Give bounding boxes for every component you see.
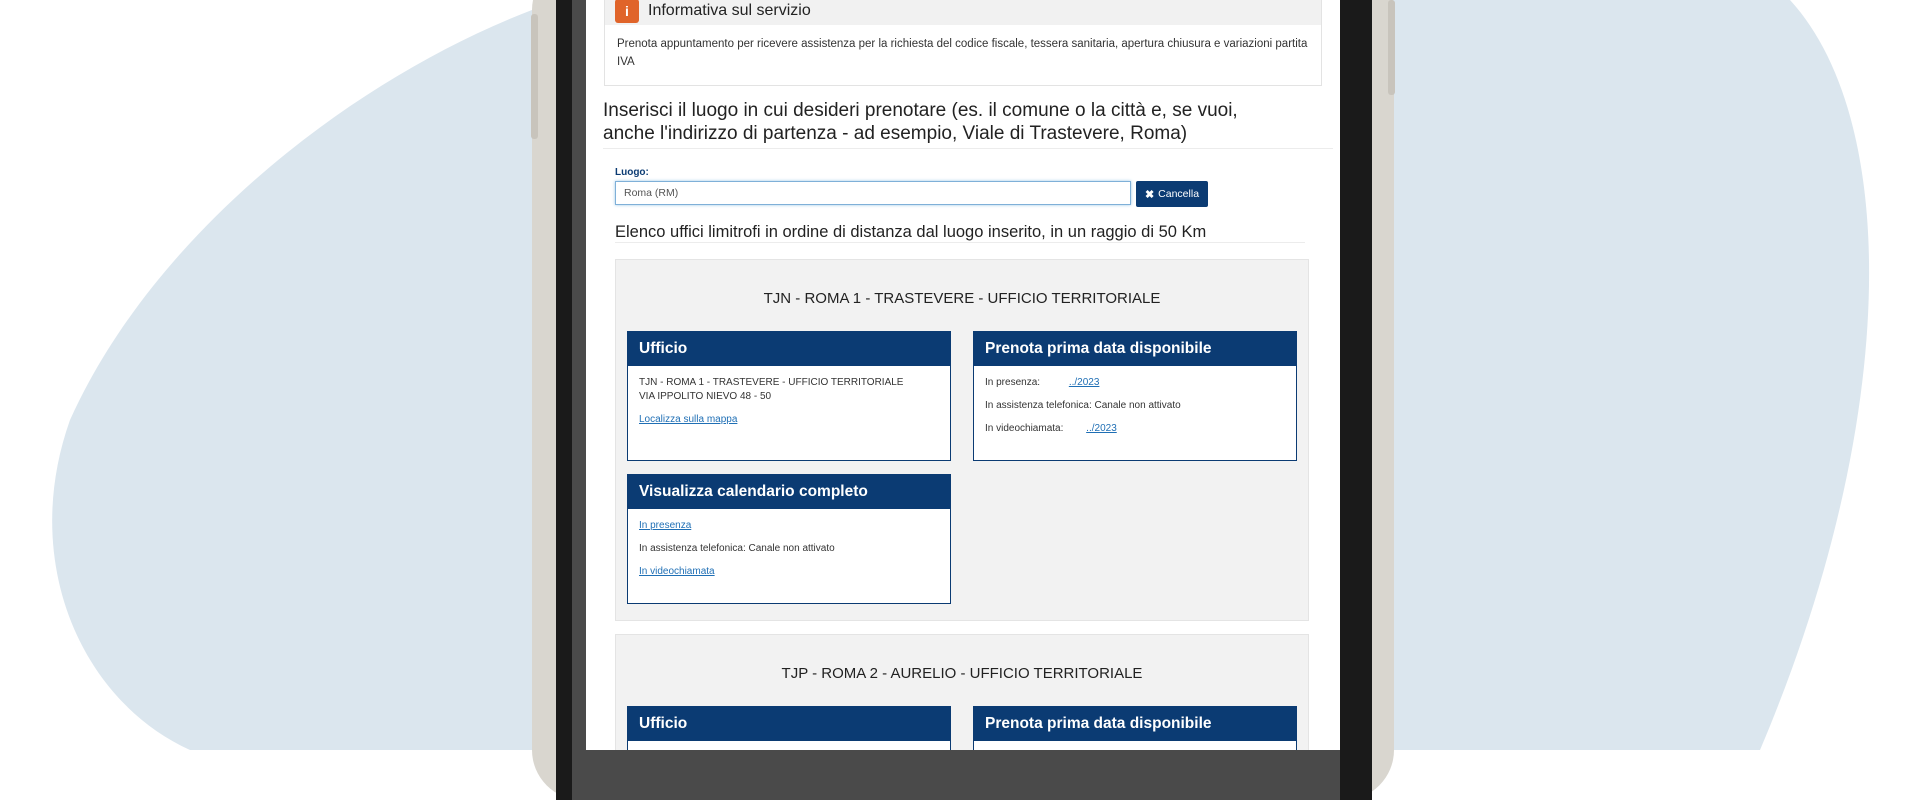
phone-screen bbox=[586, 0, 1340, 750]
divider bbox=[603, 148, 1333, 149]
info-title: Informativa sul servizio bbox=[648, 2, 811, 19]
office-info-panel bbox=[627, 331, 951, 461]
divider bbox=[615, 242, 1305, 243]
map-link[interactable]: Localizza sulla mappa bbox=[639, 414, 738, 425]
in-person-label: In presenza: bbox=[985, 377, 1041, 388]
offices-list-heading: Elenco uffici limitrofi in ordine di distanza dal luogo inserito, in un raggio di 50 Km bbox=[615, 223, 1207, 241]
cancel-label: Cancella bbox=[1158, 188, 1200, 200]
office-info-panel bbox=[627, 706, 951, 750]
info-text: Prenota appuntamento per ricevere assistenza per la richiesta del codice fiscale, tessera sanitaria, apertura chiusura e variazioni partita IVA bbox=[617, 38, 1308, 68]
office-card bbox=[615, 259, 1309, 621]
location-input[interactable]: Roma (RM) bbox=[615, 181, 1131, 205]
video-call-label: In videochiamata: bbox=[985, 423, 1064, 434]
close-icon: ✖ bbox=[1144, 188, 1155, 201]
in-person-date-link[interactable]: ../2023 bbox=[1068, 377, 1100, 388]
phone-side-button-right bbox=[1388, 0, 1395, 95]
info-header bbox=[605, 0, 1321, 25]
phone-assist-text: In assistenza telefonica: Canale non attivato bbox=[985, 400, 1181, 411]
location-heading: Inserisci il luogo in cui desideri prenotare (es. il comune o la città e, se vuoi, anche l'indirizzo di partenza - ad esempio, Viale di Trastevere, Roma) bbox=[603, 100, 1238, 144]
panel-header: Prenota prima data disponibile bbox=[974, 707, 1296, 741]
booking-panel bbox=[973, 331, 1297, 461]
booking-panel bbox=[973, 706, 1297, 750]
office-title: TJN - ROMA 1 - TRASTEVERE - UFFICIO TERRITORIALE bbox=[763, 290, 1161, 307]
panel-header: Visualizza calendario completo bbox=[628, 475, 950, 509]
panel-header: Ufficio bbox=[628, 707, 950, 741]
calendar-video-link[interactable]: In videochiamata bbox=[639, 566, 715, 577]
calendar-phone-text: In assistenza telefonica: Canale non attivato bbox=[639, 543, 835, 554]
office-name: TJN - ROMA 1 - TRASTEVERE - UFFICIO TERRITORIALE bbox=[639, 377, 904, 388]
calendar-in-person-link[interactable]: In presenza bbox=[639, 520, 692, 531]
video-call-date-link[interactable]: ../2023 bbox=[1086, 423, 1117, 434]
calendar-panel bbox=[627, 474, 951, 604]
phone-side-button bbox=[531, 14, 538, 139]
location-label: Luogo: bbox=[615, 167, 649, 178]
info-icon: i bbox=[615, 0, 639, 23]
office-address: VIA IPPOLITO NIEVO 48 - 50 bbox=[639, 391, 772, 402]
panel-header: Prenota prima data disponibile bbox=[974, 332, 1296, 366]
office-title: TJP - ROMA 2 - AURELIO - UFFICIO TERRITORIALE bbox=[781, 665, 1143, 682]
info-box bbox=[604, 0, 1322, 86]
cancel-button[interactable] bbox=[1136, 181, 1208, 207]
office-card bbox=[615, 634, 1309, 750]
panel-header: Ufficio bbox=[628, 332, 950, 366]
